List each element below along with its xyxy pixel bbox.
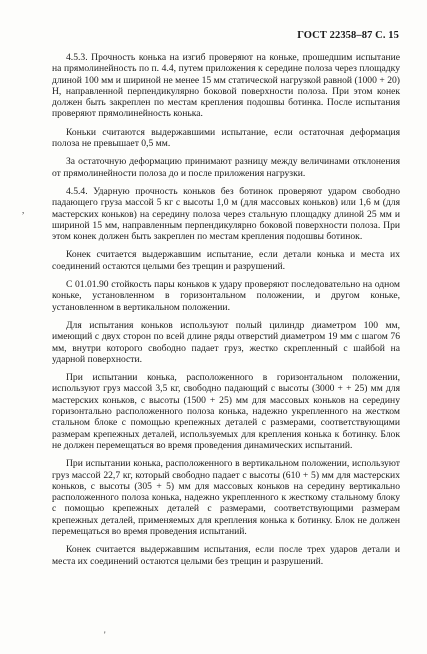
page-header: ГОСТ 22358–87 С. 15	[297, 30, 399, 41]
document-body	[52, 52, 400, 574]
paragraph-pair-test: С 01.01.90 стойкость пары коньков к удару проверяют последовательно на одном коньке, установленном в горизонтальном положении, и другом коньке, установленном в вертикальном положении.	[52, 279, 400, 313]
paragraph-final-criterion: Конек считается выдержавшим испытания, если после трех ударов детали и места их соединений остаются целыми без трещин и разрушений.	[52, 544, 400, 567]
paragraph-4-5-4: 4.5.4. Ударную прочность коньков без ботинок проверяют ударом свободно падающего груза массой 5 кг с высоты 1,0 м (для массовых коньков) или 1,6 м (для мастерских коньков) на середину полоза через стальную площадку длиной 25 мм и шириной 15 мм, направленным перпендикулярно боковой поверхности полоза. При этом конек должен быть закреплен по местам крепления подошвы ботинок.	[52, 185, 400, 243]
paragraph-impact-criterion: Конек считается выдержавшим испытание, если детали конька и места их соединений остаются целыми без трещин и разрушений.	[52, 249, 400, 272]
margin-mark-bottom: '	[104, 630, 106, 640]
paragraph-residual-deformation: За остаточную деформацию принимают разницу между величинами отклонения от прямолинейности полоза до и после приложения нагрузки.	[52, 156, 400, 179]
paragraph-deformation-criterion: Коньки считаются выдержавшими испытание, если остаточная деформация полоза не превышает 0,5 мм.	[52, 126, 400, 150]
paragraph-cylinder: Для испытания коньков используют полый цилиндр диаметром 100 мм, имеющий с двух сторон по всей длине ряды отверстий диаметром 19 мм с шагом 76 мм, внутри которого свободно падает груз, жестко скрепленный с шайбой на ударной поверхности.	[52, 319, 400, 365]
margin-mark-left: ,	[22, 205, 25, 215]
paragraph-4-5-3: 4.5.3. Прочность конька на изгиб проверяют на коньке, прошедшим испытание на прямолинейность по п. 4.4, путем приложения к середине полоза через площадку длиной 100 мм и шириной не менее 15 мм статической нагрузкой равной (1000 + 20) Н, направленной перпендикулярно боковой поверхности полоза. При этом конек должен быть закреплен по местам крепления подошвы ботинка. После испытания проверяют прямолинейность конька.	[52, 52, 400, 120]
paragraph-vertical-test: При испытании конька, расположенного в вертикальном положении, используют груз массой 22,7 кг, который свободно падает с высоты (610 + 5) мм для мастерских коньков, с высоты (305 + 5) мм для массовых коньков на середину вертикально расположенного полоза конька, надежно укрепленного к жесткому стальному блоку с помощью крепежных деталей с размерами, соответствующими размерам крепежных деталей, применяемых для крепления конька к ботинку. Блок не должен перемещаться во время проведения испытаний.	[52, 458, 400, 537]
paragraph-horizontal-test: При испытании конька, расположенного в горизонтальном положении, используют груз массой 3,5 кг, свободно падающий с высоты (3000 + + 25) мм для мастерских коньков, с высоты (1500 + 25) мм для массовых коньков на середину горизонтально расположенного полоза конька, надежно укрепленного на жестком стальном блоке с помощью крепежных деталей с размерами, соответствующими размерам крепежных деталей, используемых для крепления конька к ботинку. Блок не должен перемещаться во время проведения динамических испытаний.	[52, 372, 400, 451]
